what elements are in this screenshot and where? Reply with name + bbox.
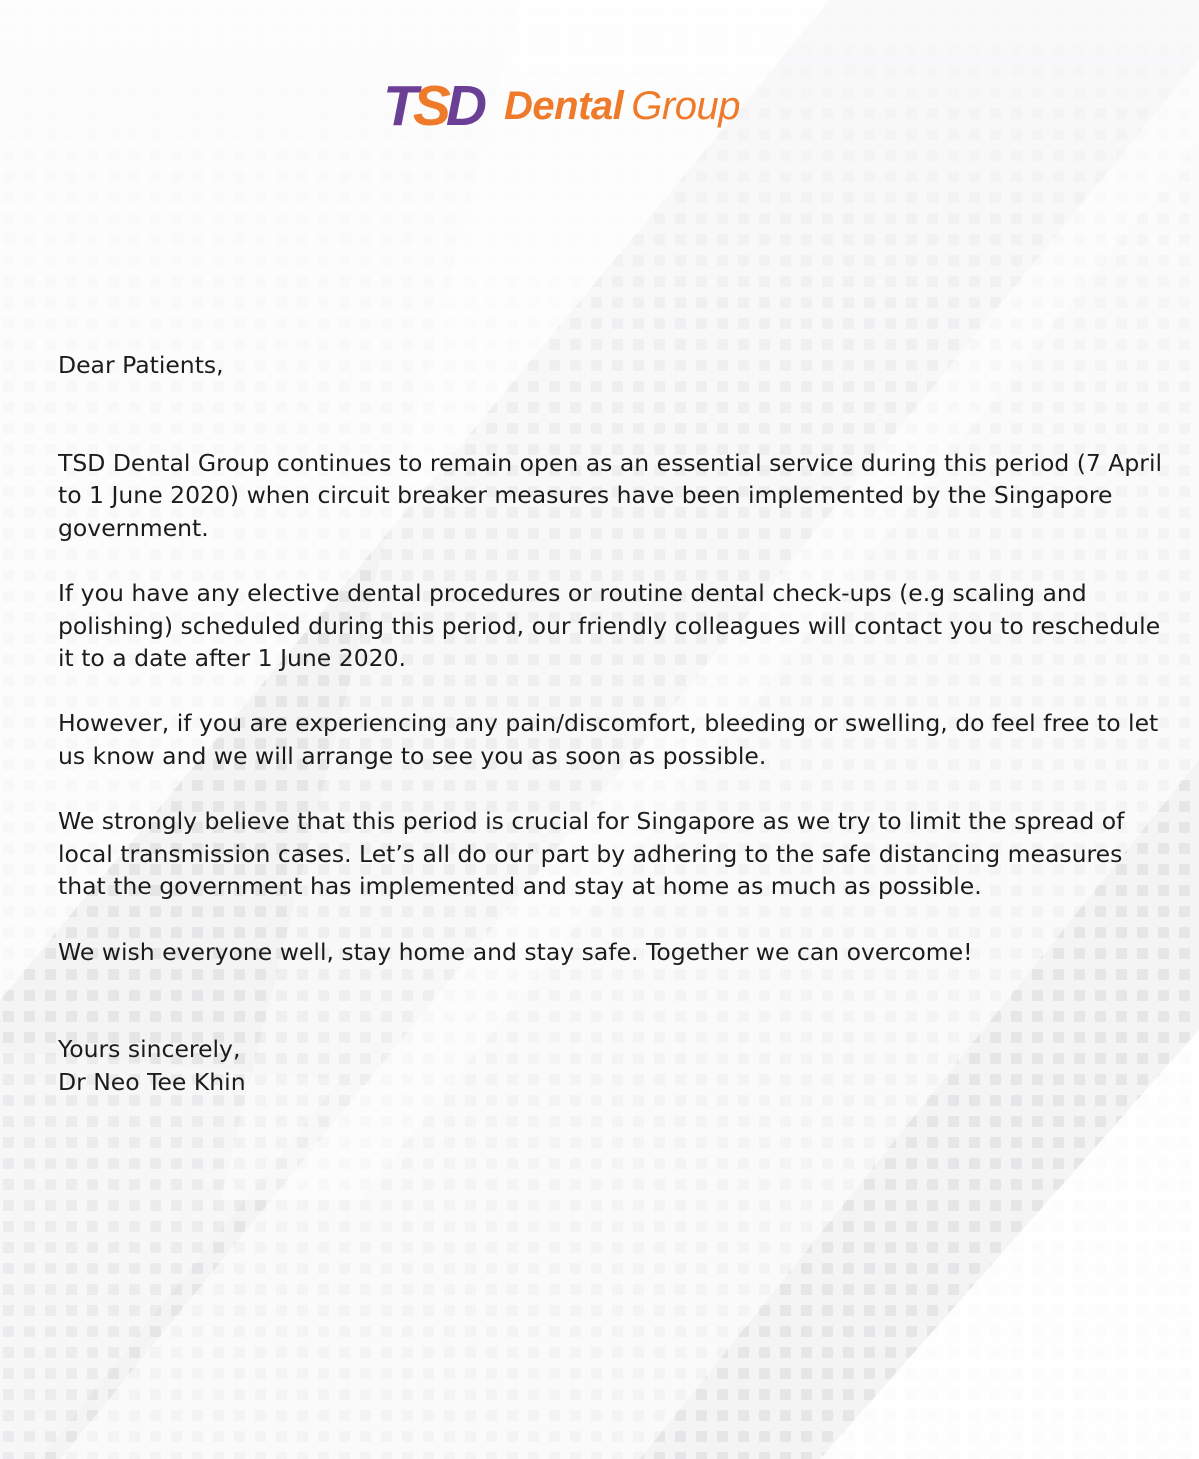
- tsd-logo-mark: [383, 73, 483, 138]
- letter-body: [58, 349, 1163, 1098]
- paragraph-reschedule: If you have any elective dental procedures or routine dental check-ups (e.g scaling and polishing) scheduled during this period, our friendly colleagues will contact you to reschedule it to a date after 1 June 2020.: [58, 578, 1161, 673]
- paragraph-emergency: However, if you are experiencing any pain/discomfort, bleeding or swelling, do feel free to let us know and we will arrange to see you as soon as possible.: [58, 709, 1159, 770]
- logo-word-group: Group: [631, 84, 740, 128]
- logo-mark-letter: S: [412, 73, 446, 138]
- tsd-dental-group-logo: [383, 73, 740, 138]
- signature: Dr Neo Tee Khin: [58, 1067, 246, 1096]
- closing: Yours sincerely,: [58, 1035, 241, 1064]
- logo-mark-text: [383, 74, 482, 138]
- paragraph-safe-distancing: We strongly believe that this period is crucial for Singapore as we try to limit the spread of local transmission cases. Let’s all do our part by adhering to the safe distancing measures that the government has implemented and stay at home as much as possible.: [58, 807, 1125, 901]
- logo-word-dental: Dental: [504, 84, 624, 128]
- paragraph-essential-service: TSD Dental Group continues to remain open as an essential service during this period (7 April to 1 June 2020) when circuit breaker measures have been implemented by the Singapore government.: [58, 448, 1163, 542]
- paragraph-well-wishes: We wish everyone well, stay home and stay safe. Together we can overcome!: [58, 937, 973, 966]
- logo-mark-letter: T: [383, 73, 413, 138]
- greeting: Dear Patients,: [58, 351, 224, 379]
- logo-mark-letter: D: [445, 73, 483, 138]
